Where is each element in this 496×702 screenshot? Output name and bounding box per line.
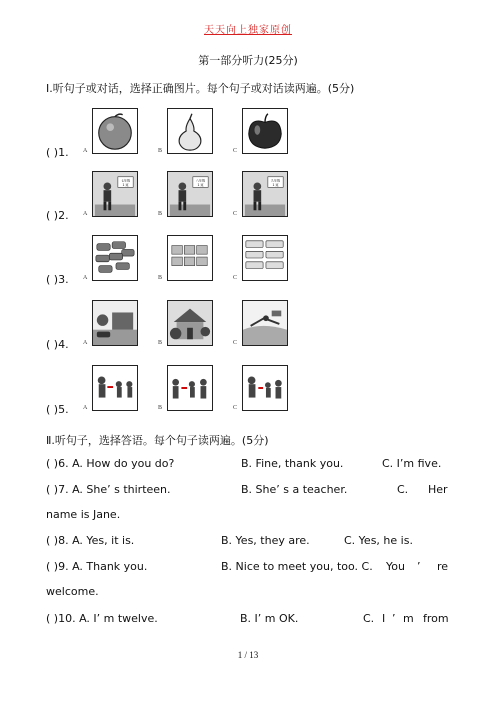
question-8-c: C. Yes, he is. [344,534,413,547]
question-5-label: ( )5. [46,403,69,416]
street-scene-image[interactable] [92,300,138,346]
people-greeting-image[interactable] [167,365,213,411]
cars-image[interactable] [92,235,138,281]
option-b-label: B [158,405,163,411]
school-building-image[interactable] [167,300,213,346]
question-3-label: ( )3. [46,273,69,286]
question-9-c: You [386,560,405,573]
question-10-c-from: from [423,612,449,625]
section1-heading: Ⅰ.听句子或对话，选择正确图片。每个句子或对话读两遍。(5分) [46,82,355,95]
question-8-b: B. Yes, they are. [221,534,310,547]
option-c-label: C [233,211,238,217]
question-1-label: ( )1. [46,146,69,159]
question-10-c-i: I [382,612,386,625]
apple-image[interactable] [242,108,288,154]
classroom-sign-image[interactable] [242,171,288,217]
question-10-a: ( )10. A. I’ m twelve. [46,612,158,625]
option-a-label: A [83,405,88,411]
question-6-a: ( )6. A. How do you do? [46,457,175,470]
question-7-c: C. [397,483,409,496]
people-greeting-image[interactable] [92,365,138,411]
question-7-wrap: name is Jane. [46,508,121,521]
question-9-c-apostrophe: ’ [417,560,421,573]
question-8-a: ( )8. A. Yes, it is. [46,534,135,547]
question-6-c: C. I’m five. [382,457,442,470]
option-c-label: C [233,405,238,411]
option-b-label: B [158,211,163,217]
question-9-wrap: welcome. [46,585,99,598]
boxes-image[interactable] [167,235,213,281]
option-b-label: B [158,275,163,281]
question-4-label: ( )4. [46,338,69,351]
sign-grade-text: 七年级 [120,178,131,183]
sign-class-text: 1 班 [197,182,204,187]
classroom-sign-image[interactable] [167,171,213,217]
section2-heading: Ⅱ.听句子，选择答语。每个句子读两遍。(5分) [46,434,269,447]
question-10-c-m: m [403,612,414,625]
watermark: 天天向上独家原创 [204,25,292,36]
question-2-label: ( )2. [46,209,69,222]
sign-class-text: 1 班 [272,182,279,187]
question-7-a: ( )7. A. She’ s thirteen. [46,483,171,496]
pear-image[interactable] [167,108,213,154]
option-a-label: A [83,148,88,154]
option-a-label: A [83,340,88,346]
option-a-label: A [83,275,88,281]
people-greeting-image[interactable] [242,365,288,411]
question-10-c: C. [363,612,375,625]
question-9-a: ( )9. A. Thank you. [46,560,148,573]
question-6-b: B. Fine, thank you. [241,457,344,470]
question-9-c-tail: re [437,560,449,573]
option-a-label: A [83,211,88,217]
buses-image[interactable] [242,235,288,281]
page-number: 1 / 13 [237,650,259,660]
option-b-label: B [158,340,163,346]
question-7-c-text: Her [428,483,448,496]
option-c-label: C [233,275,238,281]
question-7-b: B. She’ s a teacher. [241,483,348,496]
sign-class-text: 1 班 [122,182,129,187]
question-10-c-apostrophe: ’ [392,612,396,625]
sign-grade-text: 九年级 [270,178,281,183]
orange-image[interactable] [92,108,138,154]
sign-grade-text: 八年级 [195,178,206,183]
page-title: 第一部分听力(25分) [198,54,298,67]
option-c-label: C [233,148,238,154]
option-b-label: B [158,148,163,154]
park-scene-image[interactable] [242,300,288,346]
option-c-label: C [233,340,238,346]
question-9-b: B. Nice to meet you, too. C. [221,560,373,573]
classroom-sign-image[interactable] [92,171,138,217]
question-10-b: B. I’ m OK. [240,612,299,625]
